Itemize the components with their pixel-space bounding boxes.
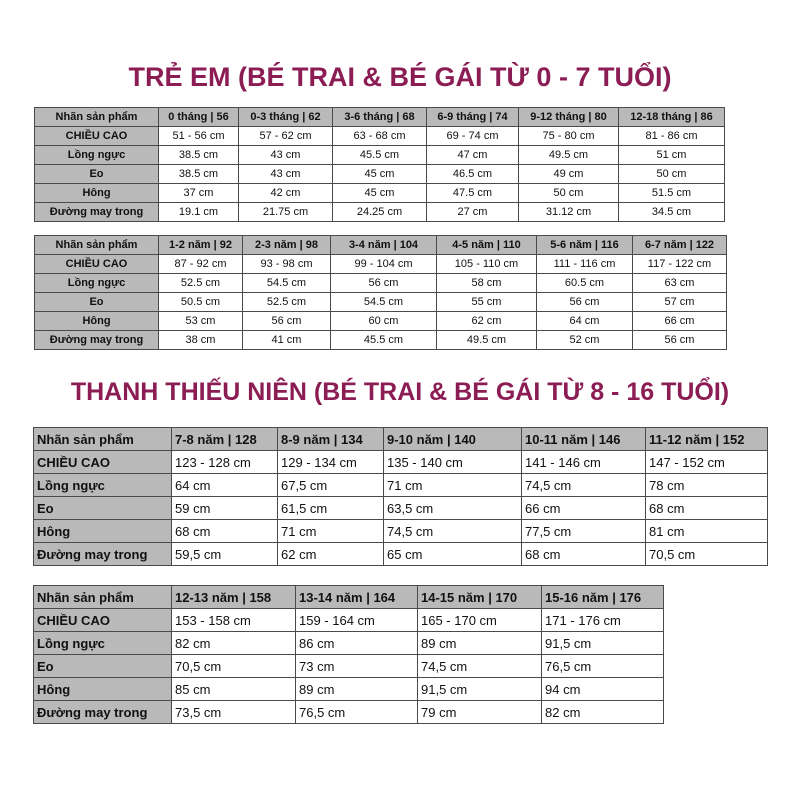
measurement-cell: 77,5 cm [522, 520, 646, 543]
measurement-cell: 89 cm [418, 632, 542, 655]
measurement-cell: 57 - 62 cm [239, 127, 333, 146]
teens-section-title: THANH THIẾU NIÊN (BÉ TRAI & BÉ GÁI TỪ 8 - 16 TUỔI) [70, 378, 730, 406]
measurement-cell: 41 cm [243, 331, 331, 350]
measurement-cell: 65 cm [384, 543, 522, 566]
measurement-cell: 68 cm [522, 543, 646, 566]
column-header-size: 14-15 năm | 170 [418, 586, 542, 609]
measurement-cell: 86 cm [296, 632, 418, 655]
table-row [35, 331, 727, 350]
measurement-cell: 105 - 110 cm [437, 255, 537, 274]
table-row [35, 127, 725, 146]
column-header-size: 9-12 tháng | 80 [519, 108, 619, 127]
measurement-cell: 45 cm [333, 184, 427, 203]
measurement-cell: 53 cm [159, 312, 243, 331]
table-row [34, 655, 664, 678]
row-label: CHIỀU CAO [35, 255, 159, 274]
measurement-cell: 47.5 cm [427, 184, 519, 203]
measurement-cell: 50 cm [519, 184, 619, 203]
row-label: Eo [35, 293, 159, 312]
measurement-cell: 111 - 116 cm [537, 255, 633, 274]
column-header-size: 4-5 năm | 110 [437, 236, 537, 255]
measurement-cell: 129 - 134 cm [278, 451, 384, 474]
column-header-size: 1-2 năm | 92 [159, 236, 243, 255]
teens-size-table-7-12-years [33, 427, 768, 566]
column-header-size: 13-14 năm | 164 [296, 586, 418, 609]
measurement-cell: 91,5 cm [418, 678, 542, 701]
measurement-cell: 153 - 158 cm [172, 609, 296, 632]
kids-size-table-0-18-months [34, 107, 725, 222]
row-label: Lồng ngực [34, 474, 172, 497]
table-row [35, 184, 725, 203]
measurement-cell: 49 cm [519, 165, 619, 184]
measurement-cell: 43 cm [239, 146, 333, 165]
measurement-cell: 69 - 74 cm [427, 127, 519, 146]
column-header-size: 3-4 năm | 104 [331, 236, 437, 255]
measurement-cell: 56 cm [537, 293, 633, 312]
measurement-cell: 74,5 cm [418, 655, 542, 678]
row-label: Eo [34, 497, 172, 520]
measurement-cell: 50.5 cm [159, 293, 243, 312]
table-row [34, 678, 664, 701]
measurement-cell: 93 - 98 cm [243, 255, 331, 274]
measurement-cell: 89 cm [296, 678, 418, 701]
measurement-cell: 141 - 146 cm [522, 451, 646, 474]
column-header-size: 6-7 năm | 122 [633, 236, 727, 255]
measurement-cell: 78 cm [646, 474, 768, 497]
row-label: Đường may trong [34, 701, 172, 724]
table-row [35, 274, 727, 293]
measurement-cell: 81 cm [646, 520, 768, 543]
measurement-cell: 60 cm [331, 312, 437, 331]
measurement-cell: 19.1 cm [159, 203, 239, 222]
measurement-cell: 71 cm [384, 474, 522, 497]
column-header-product-label: Nhãn sản phẩm [35, 236, 159, 255]
row-label: Đường may trong [34, 543, 172, 566]
column-header-size: 9-10 năm | 140 [384, 428, 522, 451]
row-label: Lồng ngực [35, 274, 159, 293]
measurement-cell: 63 cm [633, 274, 727, 293]
measurement-cell: 52.5 cm [159, 274, 243, 293]
measurement-cell: 59 cm [172, 497, 278, 520]
measurement-cell: 99 - 104 cm [331, 255, 437, 274]
row-label: Đường may trong [35, 203, 159, 222]
measurement-cell: 68 cm [172, 520, 278, 543]
table-row [35, 255, 727, 274]
measurement-cell: 87 - 92 cm [159, 255, 243, 274]
table-header-row [34, 428, 768, 451]
table-row [34, 632, 664, 655]
kids-size-table-1-7-years [34, 235, 727, 350]
measurement-cell: 66 cm [522, 497, 646, 520]
measurement-cell: 57 cm [633, 293, 727, 312]
measurement-cell: 21.75 cm [239, 203, 333, 222]
measurement-cell: 81 - 86 cm [619, 127, 725, 146]
measurement-cell: 51 - 56 cm [159, 127, 239, 146]
measurement-cell: 66 cm [633, 312, 727, 331]
measurement-cell: 117 - 122 cm [633, 255, 727, 274]
measurement-cell: 60.5 cm [537, 274, 633, 293]
column-header-size: 12-13 năm | 158 [172, 586, 296, 609]
measurement-cell: 70,5 cm [172, 655, 296, 678]
row-label: Lồng ngực [35, 146, 159, 165]
measurement-cell: 38.5 cm [159, 146, 239, 165]
measurement-cell: 56 cm [331, 274, 437, 293]
table-header-row [34, 586, 664, 609]
measurement-cell: 38.5 cm [159, 165, 239, 184]
table-row [34, 543, 768, 566]
measurement-cell: 85 cm [172, 678, 296, 701]
measurement-cell: 73,5 cm [172, 701, 296, 724]
measurement-cell: 31.12 cm [519, 203, 619, 222]
measurement-cell: 82 cm [542, 701, 664, 724]
measurement-cell: 94 cm [542, 678, 664, 701]
measurement-cell: 67,5 cm [278, 474, 384, 497]
table-header-row [35, 108, 725, 127]
column-header-size: 10-11 năm | 146 [522, 428, 646, 451]
measurement-cell: 59,5 cm [172, 543, 278, 566]
measurement-cell: 171 - 176 cm [542, 609, 664, 632]
measurement-cell: 51.5 cm [619, 184, 725, 203]
column-header-size: 0 tháng | 56 [159, 108, 239, 127]
table-header-row [35, 236, 727, 255]
measurement-cell: 74,5 cm [522, 474, 646, 497]
measurement-cell: 147 - 152 cm [646, 451, 768, 474]
measurement-cell: 38 cm [159, 331, 243, 350]
measurement-cell: 165 - 170 cm [418, 609, 542, 632]
measurement-cell: 54.5 cm [243, 274, 331, 293]
measurement-cell: 45.5 cm [331, 331, 437, 350]
row-label: CHIỀU CAO [34, 451, 172, 474]
measurement-cell: 71 cm [278, 520, 384, 543]
row-label: Hông [34, 678, 172, 701]
measurement-cell: 52.5 cm [243, 293, 331, 312]
measurement-cell: 34.5 cm [619, 203, 725, 222]
row-label: CHIỀU CAO [34, 609, 172, 632]
table-row [34, 520, 768, 543]
measurement-cell: 135 - 140 cm [384, 451, 522, 474]
row-label: CHIỀU CAO [35, 127, 159, 146]
measurement-cell: 63 - 68 cm [333, 127, 427, 146]
table-row [35, 165, 725, 184]
measurement-cell: 51 cm [619, 146, 725, 165]
column-header-size: 6-9 tháng | 74 [427, 108, 519, 127]
column-header-product-label: Nhãn sản phẩm [34, 428, 172, 451]
column-header-size: 8-9 năm | 134 [278, 428, 384, 451]
measurement-cell: 49.5 cm [519, 146, 619, 165]
measurement-cell: 27 cm [427, 203, 519, 222]
table-row [35, 293, 727, 312]
row-label: Lồng ngực [34, 632, 172, 655]
measurement-cell: 76,5 cm [296, 701, 418, 724]
measurement-cell: 55 cm [437, 293, 537, 312]
measurement-cell: 24.25 cm [333, 203, 427, 222]
column-header-size: 7-8 năm | 128 [172, 428, 278, 451]
measurement-cell: 58 cm [437, 274, 537, 293]
table-row [34, 609, 664, 632]
measurement-cell: 91,5 cm [542, 632, 664, 655]
row-label: Hông [35, 312, 159, 331]
measurement-cell: 68 cm [646, 497, 768, 520]
row-label: Hông [35, 184, 159, 203]
measurement-cell: 123 - 128 cm [172, 451, 278, 474]
measurement-cell: 159 - 164 cm [296, 609, 418, 632]
table-row [35, 312, 727, 331]
teens-size-table-12-16-years [33, 585, 664, 724]
measurement-cell: 43 cm [239, 165, 333, 184]
measurement-cell: 46.5 cm [427, 165, 519, 184]
measurement-cell: 62 cm [437, 312, 537, 331]
measurement-cell: 54.5 cm [331, 293, 437, 312]
table-row [34, 701, 664, 724]
table-row [35, 146, 725, 165]
column-header-size: 3-6 tháng | 68 [333, 108, 427, 127]
row-label: Eo [34, 655, 172, 678]
measurement-cell: 63,5 cm [384, 497, 522, 520]
row-label: Hông [34, 520, 172, 543]
row-label: Đường may trong [35, 331, 159, 350]
table-row [34, 474, 768, 497]
measurement-cell: 70,5 cm [646, 543, 768, 566]
measurement-cell: 49.5 cm [437, 331, 537, 350]
measurement-cell: 45.5 cm [333, 146, 427, 165]
measurement-cell: 47 cm [427, 146, 519, 165]
measurement-cell: 52 cm [537, 331, 633, 350]
measurement-cell: 76,5 cm [542, 655, 664, 678]
measurement-cell: 50 cm [619, 165, 725, 184]
column-header-product-label: Nhãn sản phẩm [35, 108, 159, 127]
measurement-cell: 73 cm [296, 655, 418, 678]
measurement-cell: 56 cm [633, 331, 727, 350]
measurement-cell: 62 cm [278, 543, 384, 566]
column-header-size: 0-3 tháng | 62 [239, 108, 333, 127]
table-row [34, 451, 768, 474]
column-header-size: 5-6 năm | 116 [537, 236, 633, 255]
kids-section-title: TRẺ EM (BÉ TRAI & BÉ GÁI TỪ 0 - 7 TUỔI) [128, 62, 672, 92]
measurement-cell: 74,5 cm [384, 520, 522, 543]
table-row [35, 203, 725, 222]
measurement-cell: 82 cm [172, 632, 296, 655]
table-row [34, 497, 768, 520]
measurement-cell: 45 cm [333, 165, 427, 184]
column-header-size: 2-3 năm | 98 [243, 236, 331, 255]
column-header-product-label: Nhãn sản phẩm [34, 586, 172, 609]
column-header-size: 12-18 tháng | 86 [619, 108, 725, 127]
measurement-cell: 56 cm [243, 312, 331, 331]
measurement-cell: 64 cm [172, 474, 278, 497]
measurement-cell: 79 cm [418, 701, 542, 724]
row-label: Eo [35, 165, 159, 184]
measurement-cell: 64 cm [537, 312, 633, 331]
column-header-size: 15-16 năm | 176 [542, 586, 664, 609]
measurement-cell: 61,5 cm [278, 497, 384, 520]
measurement-cell: 75 - 80 cm [519, 127, 619, 146]
measurement-cell: 42 cm [239, 184, 333, 203]
measurement-cell: 37 cm [159, 184, 239, 203]
column-header-size: 11-12 năm | 152 [646, 428, 768, 451]
